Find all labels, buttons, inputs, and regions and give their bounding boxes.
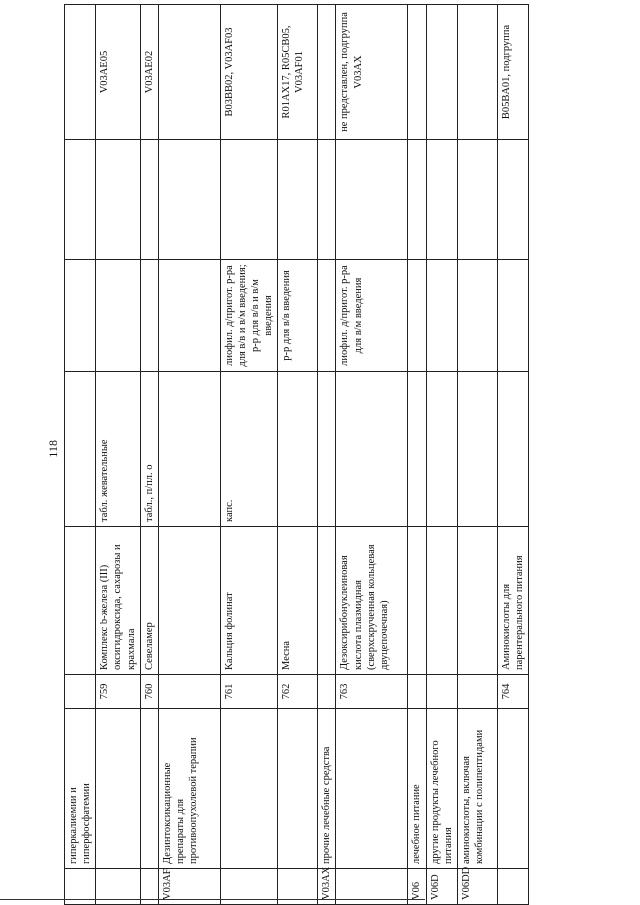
- form-b-cell: [457, 260, 497, 372]
- form-a-cell: капс.: [220, 372, 278, 527]
- form-a-cell: [426, 372, 457, 527]
- table-row: [408, 5, 426, 905]
- group-cell: прочие лечебные средства: [318, 709, 336, 869]
- group-cell: [220, 709, 278, 869]
- group-cell: [497, 709, 528, 869]
- number-cell: 760: [140, 675, 158, 709]
- form-b-cell: [140, 260, 158, 372]
- table-row: [426, 5, 457, 905]
- number-cell: 761: [220, 675, 278, 709]
- atc-cell: [158, 5, 220, 140]
- form-b-cell: [408, 260, 426, 372]
- note-cell: [278, 140, 318, 260]
- table-row: [96, 5, 140, 905]
- group-cell: другие продукты лечебного питания: [426, 709, 457, 869]
- form-a-cell: [336, 372, 408, 527]
- form-a-cell: табл. жевательные: [96, 372, 140, 527]
- table-row: [457, 5, 497, 905]
- number-cell: 759: [96, 675, 140, 709]
- form-a-cell: [457, 372, 497, 527]
- group-cell: аминокислоты, включая комбинации с полипептидами: [457, 709, 497, 869]
- code-cell: V03AF: [158, 869, 220, 905]
- number-cell: [65, 675, 96, 709]
- atc-cell: V03AE05: [96, 5, 140, 140]
- atc-cell: B03BB02, V03AF03: [220, 5, 278, 140]
- drug-table: [64, 4, 529, 905]
- name-cell: [65, 527, 96, 675]
- name-cell: Месна: [278, 527, 318, 675]
- note-cell: [336, 140, 408, 260]
- name-cell: Комплекс b-железа (III) оксигидроксида, сахарозы и крахмала: [96, 527, 140, 675]
- form-a-cell: [318, 372, 336, 527]
- form-a-cell: [278, 372, 318, 527]
- name-cell: Дезоксирибонуклеиновая кислота плазмидная (сверхскрученная кольцевая двуцепочечная): [336, 527, 408, 675]
- form-a-cell: [158, 372, 220, 527]
- form-a-cell: [408, 372, 426, 527]
- name-cell: [408, 527, 426, 675]
- name-cell: [426, 527, 457, 675]
- group-cell: лечебное питание: [408, 709, 426, 869]
- group-cell: Дезинтоксикационные препараты для противоопухолевой терапии: [158, 709, 220, 869]
- form-b-cell: [158, 260, 220, 372]
- number-cell: 763: [336, 675, 408, 709]
- group-cell: [96, 709, 140, 869]
- atc-cell: не представлен, подгруппа V03AX: [336, 5, 408, 140]
- atc-cell: B05BA01, подгруппа: [497, 5, 528, 140]
- atc-cell: R01AX17, R05CB05, V03AF01: [278, 5, 318, 140]
- note-cell: [65, 140, 96, 260]
- note-cell: [158, 140, 220, 260]
- table-row: [65, 5, 96, 905]
- group-cell: [278, 709, 318, 869]
- form-a-cell: табл., п/пл. о: [140, 372, 158, 527]
- table-body: [65, 5, 529, 905]
- note-cell: [220, 140, 278, 260]
- number-cell: 762: [278, 675, 318, 709]
- name-cell: Кальция фолинат: [220, 527, 278, 675]
- code-cell: [497, 869, 528, 905]
- form-b-cell: [318, 260, 336, 372]
- name-cell: Севеламер: [140, 527, 158, 675]
- form-b-cell: лиофил. д/пригот. р-ра для в/в и в/м введения; р-р для в/в и в/м введения: [220, 260, 278, 372]
- table-row: [278, 5, 318, 905]
- number-cell: [457, 675, 497, 709]
- code-cell: V06DD: [457, 869, 497, 905]
- table-row: [497, 5, 528, 905]
- note-cell: [408, 140, 426, 260]
- atc-cell: [408, 5, 426, 140]
- name-cell: [457, 527, 497, 675]
- atc-cell: V03AE02: [140, 5, 158, 140]
- bottom-rule: [0, 899, 425, 900]
- name-cell: [158, 527, 220, 675]
- table-row: [318, 5, 336, 905]
- form-a-cell: [497, 372, 528, 527]
- table-wrap: [64, 0, 640, 905]
- form-b-cell: р-р для в/в введения: [278, 260, 318, 372]
- note-cell: [96, 140, 140, 260]
- table-row: [158, 5, 220, 905]
- page-number: 118: [46, 440, 60, 458]
- table-row: [140, 5, 158, 905]
- name-cell: Аминокислоты для парентерального питания: [497, 527, 528, 675]
- number-cell: [408, 675, 426, 709]
- number-cell: [158, 675, 220, 709]
- rotated-page: [64, 0, 640, 905]
- note-cell: [318, 140, 336, 260]
- code-cell: V03AX: [318, 869, 336, 905]
- group-cell: [336, 709, 408, 869]
- group-cell: гиперкалиемии и гиперфосфатемии: [65, 709, 96, 869]
- form-b-cell: [96, 260, 140, 372]
- note-cell: [426, 140, 457, 260]
- atc-cell: [318, 5, 336, 140]
- note-cell: [497, 140, 528, 260]
- note-cell: [140, 140, 158, 260]
- number-cell: [426, 675, 457, 709]
- form-a-cell: [65, 372, 96, 527]
- note-cell: [457, 140, 497, 260]
- atc-cell: [65, 5, 96, 140]
- form-b-cell: [65, 260, 96, 372]
- atc-cell: [426, 5, 457, 140]
- table-row: [220, 5, 278, 905]
- name-cell: [318, 527, 336, 675]
- form-b-cell: [497, 260, 528, 372]
- form-b-cell: лиофил. д/пригот. р-ра для в/м введения: [336, 260, 408, 372]
- number-cell: [318, 675, 336, 709]
- table-row: [336, 5, 408, 905]
- form-b-cell: [426, 260, 457, 372]
- atc-cell: [457, 5, 497, 140]
- group-cell: [140, 709, 158, 869]
- code-cell: V06: [408, 869, 426, 905]
- number-cell: 764: [497, 675, 528, 709]
- code-cell: V06D: [426, 869, 457, 905]
